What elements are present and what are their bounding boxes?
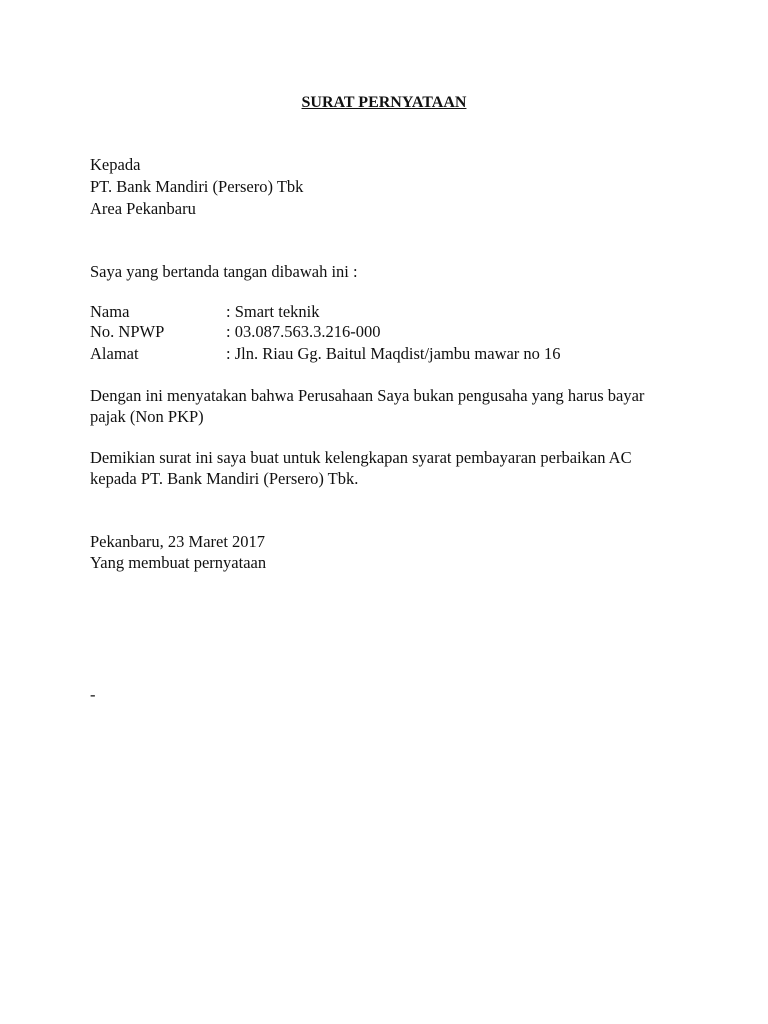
recipient-line-3: Area Pekanbaru [90, 199, 196, 218]
statement-paragraph-line-1: Dengan ini menyatakan bahwa Perusahaan Saya bukan pengusaha yang harus bayar [90, 386, 645, 405]
statement-paragraph-line-2: pajak (Non PKP) [90, 407, 204, 426]
field-value-npwp: : 03.087.563.3.216-000 [226, 322, 381, 341]
field-value-alamat: : Jln. Riau Gg. Baitul Maqdist/jambu mawar no 16 [226, 344, 561, 363]
recipient-line-2: PT. Bank Mandiri (Persero) Tbk [90, 177, 304, 196]
field-label-alamat: Alamat [90, 344, 139, 363]
field-value-nama: : Smart teknik [226, 302, 320, 321]
signature-mark: - [90, 685, 96, 704]
place-date: Pekanbaru, 23 Maret 2017 [90, 532, 266, 551]
document-title: SURAT PERNYATAAN [301, 94, 467, 111]
field-label-npwp: No. NPWP [90, 322, 165, 341]
field-label-nama: Nama [90, 302, 130, 321]
intro-text: Saya yang bertanda tangan dibawah ini : [90, 262, 358, 281]
closing-paragraph-line-2: kepada PT. Bank Mandiri (Persero) Tbk. [90, 469, 359, 488]
recipient-line-1: Kepada [90, 155, 141, 174]
signatory-label: Yang membuat pernyataan [90, 553, 267, 572]
closing-paragraph-line-1: Demikian surat ini saya buat untuk kelengkapan syarat pembayaran perbaikan AC [90, 448, 632, 467]
